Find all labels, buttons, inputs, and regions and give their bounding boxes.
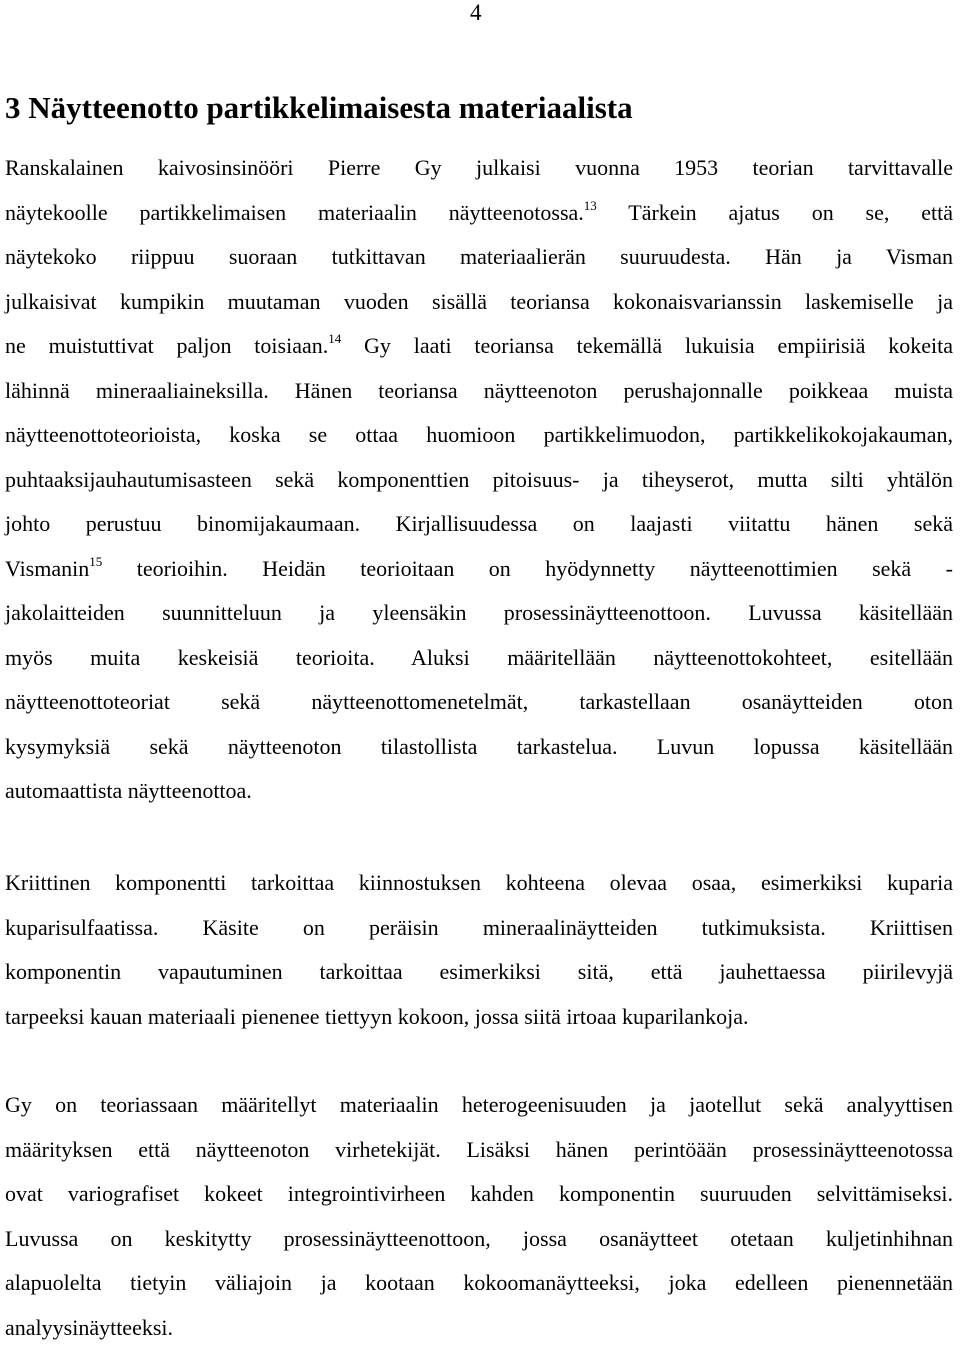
text-line: ovat variografiset kokeet integrointivirheen kahden komponentin suuruuden selvittämiseksi. — [5, 1172, 953, 1217]
text-line: näytekoko riippuu suoraan tutkittavan materiaalierän suuruudesta. Hän ja Visman — [5, 235, 953, 280]
text-line: komponentin vapautuminen tarkoittaa esimerkiksi sitä, että jauhettaessa piirilevyjä — [5, 950, 953, 995]
text-line: näytteenottoteorioista, koska se ottaa huomioon partikkelimuodon, partikkelikokojakauman, — [5, 413, 953, 458]
text-line: julkaisivat kumpikin muutaman vuoden sisällä teoriansa kokonaisvarianssin laskemiselle ja — [5, 280, 953, 325]
text-line: johto perustuu binomijakaumaan. Kirjallisuudessa on laajasti viitattu hänen sekä — [5, 502, 953, 547]
text-line: myös muita keskeisiä teorioita. Aluksi määritellään näytteenottokohteet, esitellään — [5, 636, 953, 681]
text-line: alapuolelta tietyin väliajoin ja kootaan kokoomanäytteeksi, joka edelleen pienennetään — [5, 1261, 953, 1306]
footnote-ref: 15 — [89, 554, 102, 569]
text-line: tarpeeksi kauan materiaali pienenee tiettyyn kokoon, jossa siitä irtoaa kuparilankoja. — [5, 995, 953, 1040]
section-heading: 3 Näytteenotto partikkelimaisesta materiaalista — [5, 88, 633, 128]
text-line: Gy on teoriassaan määritellyt materiaalin heterogeenisuuden ja jaotellut sekä analyyttisen — [5, 1083, 953, 1128]
text-line: Vismanin$^{15}$ teorioihin. Heidän teorioitaan on hyödynnetty näytteenottimien sekä - — [5, 547, 953, 592]
text-line: jakolaitteiden suunnitteluun ja yleensäkin prosessinäytteenottoon. Luvussa käsitellään — [5, 591, 953, 636]
text-line: Ranskalainen kaivosinsinööri Pierre Gy julkaisi vuonna 1953 teorian tarvittavalle — [5, 146, 953, 191]
text-line: automaattista näytteenottoa. — [5, 769, 953, 814]
text-line: määrityksen että näytteenoton virhetekijät. Lisäksi hänen perintöään prosessinäytteenotossa — [5, 1128, 953, 1173]
paragraph-1 — [5, 146, 953, 814]
paragraph-3 — [5, 1083, 953, 1350]
page-number: 4 — [470, 0, 482, 26]
text-line: lähinnä mineraaliaineksilla. Hänen teoriansa näytteenoton perushajonnalle poikkeaa muista — [5, 369, 953, 414]
text-line: näytekoolle partikkelimaisen materiaalin näytteenotossa.$^{13}$ Tärkein ajatus on se, että — [5, 191, 953, 236]
footnote-ref: 13 — [584, 198, 597, 213]
text-line: analyysinäytteeksi. — [5, 1306, 953, 1350]
footnote-ref: 14 — [328, 331, 341, 346]
text-line: näytteenottoteoriat sekä näytteenottomenetelmät, tarkastellaan osanäytteiden oton — [5, 680, 953, 725]
text-line: ne muistuttivat paljon toisiaan.$^{14}$ Gy laati teoriansa tekemällä lukuisia empiirisiä kokeita — [5, 324, 953, 369]
text-line: puhtaaksijauhautumisasteen sekä komponenttien pitoisuus- ja tiheyserot, mutta silti yhtälön — [5, 458, 953, 503]
paragraph-2 — [5, 861, 953, 1039]
text-line: Kriittinen komponentti tarkoittaa kiinnostuksen kohteena olevaa osaa, esimerkiksi kuparia — [5, 861, 953, 906]
text-line: Luvussa on keskitytty prosessinäytteenottoon, jossa osanäytteet otetaan kuljetinhihnan — [5, 1217, 953, 1262]
text-line: kysymyksiä sekä näytteenoton tilastollista tarkastelua. Luvun lopussa käsitellään — [5, 725, 953, 770]
text-line: kuparisulfaatissa. Käsite on peräisin mineraalinäytteiden tutkimuksista. Kriittisen — [5, 906, 953, 951]
